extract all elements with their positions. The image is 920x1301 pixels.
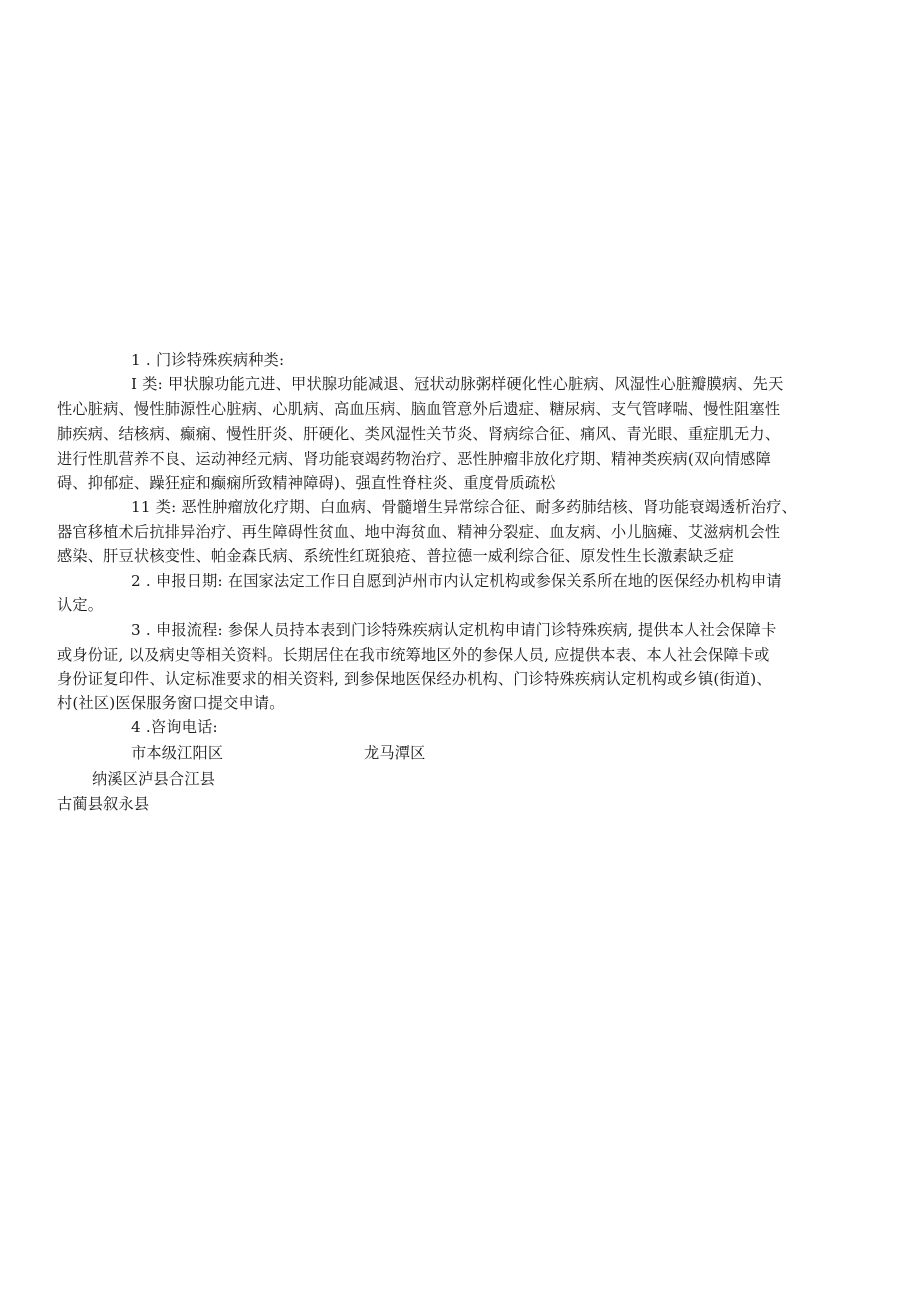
section3-line: 村(社区)医保服务窗口提交申请。 bbox=[57, 694, 285, 712]
phone-area-row1-right: 龙马潭区 bbox=[364, 744, 426, 762]
class1-line: 碍、抑郁症、躁狂症和癫痫所致精神障碍)、强直性脊柱炎、重度骨质疏松 bbox=[57, 474, 556, 492]
class2-line: 器官移植术后抗排异治疗、再生障碍性贫血、地中海贫血、精神分裂症、血友病、小儿脑瘫、艾滋病机会性 bbox=[57, 523, 781, 541]
phone-area-row2: 纳溪区泸县合江县 bbox=[92, 770, 216, 788]
section2-line: 认定。 bbox=[57, 596, 104, 614]
class1-line: 性心脏病、慢性肺源性心脏病、心肌病、高血压病、脑血管意外后遗症、糖尿病、支气管哮喘、慢性阻塞性 bbox=[57, 400, 781, 418]
class2-line: 11 类: 恶性肿瘤放化疗期、白血病、骨髓增生异常综合征、耐多药肺结核、肾功能衰竭透析治疗、 bbox=[131, 498, 797, 516]
phone-area-row3: 古蔺县叙永县 bbox=[57, 795, 150, 813]
class1-line: 进行性肌营养不良、运动神经元病、肾功能衰竭药物治疗、恶性肿瘤非放化疗期、精神类疾病(双向情感障 bbox=[57, 450, 771, 468]
class1-line: 肺疾病、结核病、癫痫、慢性肝炎、肝硬化、类风湿性关节炎、肾病综合征、痛风、青光眼、重症肌无力、 bbox=[57, 425, 781, 443]
section3-line: 身份证复印件、认定标准要求的相关资料, 到参保地医保经办机构、门诊特殊疾病认定机构或乡镇(街道)、 bbox=[57, 670, 772, 688]
class2-line: 感染、肝豆状核变性、帕金森氏病、系统性红斑狼疮、普拉德一威利综合征、原发性生长激素缺乏症 bbox=[57, 547, 735, 565]
section2-line: 2 . 申报日期: 在国家法定工作日自愿到泸州市内认定机构或参保关系所在地的医保经办机构申请 bbox=[131, 572, 782, 590]
section3-line: 或身份证, 以及病史等相关资料。长期居住在我市统筹地区外的参保人员, 应提供本表、本人社会保障卡或 bbox=[57, 646, 770, 664]
class1-line: I 类: 甲状腺功能亢进、甲状腺功能减退、冠状动脉粥样硬化性心脏病、风湿性心脏瓣膜病、先天 bbox=[131, 375, 784, 393]
phone-area-row1-left: 市本级江阳区 bbox=[131, 744, 224, 762]
section4-heading: 4 .咨询电话: bbox=[131, 718, 218, 736]
section1-heading: 1 . 门诊特殊疾病种类: bbox=[131, 351, 285, 369]
section3-line: 3 . 申报流程: 参保人员持本表到门诊特殊疾病认定机构申请门诊特殊疾病, 提供本人社会保障卡 bbox=[131, 621, 777, 639]
